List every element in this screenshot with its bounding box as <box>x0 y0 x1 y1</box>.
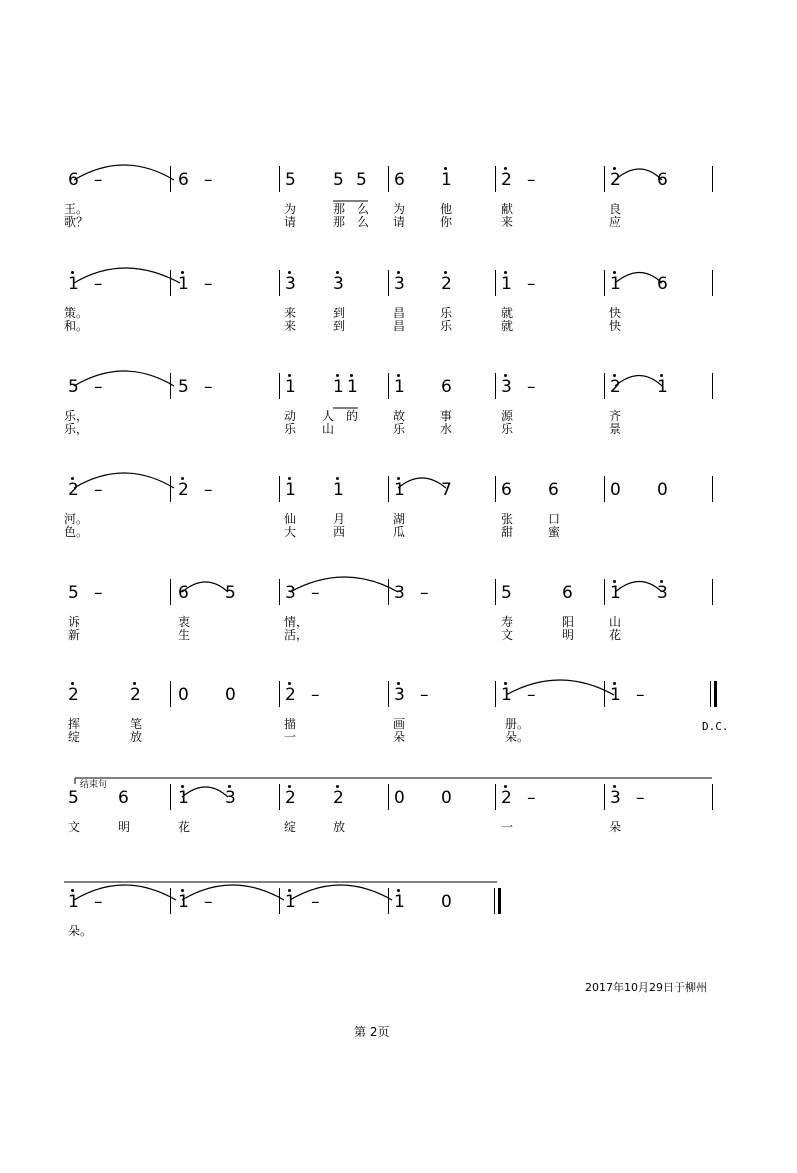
lyric: 明 <box>562 628 575 642</box>
lyric: 活， <box>284 628 309 642</box>
note: 1 <box>610 685 621 705</box>
note: 2 <box>501 170 512 190</box>
bar-line <box>170 888 171 914</box>
lyric: 水 <box>440 422 453 436</box>
lyric: 和。 <box>64 319 89 333</box>
slur <box>182 582 228 592</box>
note: 6 <box>657 170 668 190</box>
note: 0 <box>657 480 668 500</box>
dc-mark: D.C. <box>702 720 729 733</box>
lyric: 瓜 <box>393 525 406 539</box>
dash: – <box>636 788 645 808</box>
lyric: 王。 <box>64 202 89 216</box>
octave-dot <box>397 682 400 685</box>
bar-line <box>170 373 171 399</box>
note: 2 <box>130 685 141 705</box>
lyric: 一 <box>501 820 514 834</box>
lyric: 么 <box>357 202 370 216</box>
note: 3 <box>610 788 621 808</box>
dash: – <box>420 583 429 603</box>
lyric: 放 <box>333 820 346 834</box>
lyric: 人 <box>322 409 335 423</box>
lyric: 来 <box>284 306 297 320</box>
bar-line <box>279 784 280 810</box>
note: 7 <box>441 480 452 500</box>
lyric: 源 <box>501 409 514 423</box>
octave-dot <box>504 167 507 170</box>
octave-dot <box>504 682 507 685</box>
lyric: 歌？ <box>64 215 89 229</box>
octave-dot <box>288 682 291 685</box>
bar-line <box>495 681 496 707</box>
slur <box>506 680 614 695</box>
bar-line <box>388 476 389 502</box>
lyric: 快 <box>609 306 622 320</box>
slur <box>182 885 284 900</box>
note: 2 <box>68 685 79 705</box>
octave-dot <box>504 374 507 377</box>
lyric: 昌 <box>393 319 406 333</box>
bar-line <box>712 166 713 192</box>
dash: – <box>527 685 536 705</box>
note: 3 <box>657 583 668 603</box>
octave-dot <box>181 271 184 274</box>
bar-line <box>388 681 389 707</box>
bar-line <box>279 373 280 399</box>
dash: – <box>311 583 320 603</box>
octave-dot <box>613 682 616 685</box>
final-bar-thin <box>494 888 495 914</box>
note: 1 <box>501 274 512 294</box>
note: 5 <box>285 170 296 190</box>
note: 1 <box>285 480 296 500</box>
octave-dot <box>288 271 291 274</box>
bar-line <box>495 784 496 810</box>
lyric: 张 <box>501 512 514 526</box>
octave-dot <box>288 889 291 892</box>
note: 1 <box>394 480 405 500</box>
lyric: 口 <box>548 512 561 526</box>
lyric: 笔 <box>130 717 143 731</box>
note: 1 <box>333 377 344 397</box>
note: 5 <box>68 788 79 808</box>
lyric: 绽 <box>68 730 81 744</box>
lyric: 明 <box>118 820 131 834</box>
lyric: 山 <box>322 422 335 436</box>
bar-line <box>604 476 605 502</box>
lyric: 蜜 <box>548 525 561 539</box>
octave-dot <box>71 271 74 274</box>
bar-line <box>170 270 171 296</box>
octave-dot <box>397 889 400 892</box>
lyric: 良 <box>609 202 622 216</box>
slur <box>74 371 174 386</box>
lyric: 乐 <box>440 319 453 333</box>
octave-dot <box>397 477 400 480</box>
note: 1 <box>178 274 189 294</box>
note: 1 <box>178 892 189 912</box>
bar-line <box>604 579 605 605</box>
lyric: 朵。 <box>505 730 530 744</box>
bar-line <box>170 579 171 605</box>
note: 6 <box>178 583 189 603</box>
bar-line <box>170 166 171 192</box>
lyric: 那 <box>333 202 346 216</box>
lyric: 乐， <box>64 422 89 436</box>
note: 6 <box>68 170 79 190</box>
lyric: 的 <box>346 409 359 423</box>
note: 5 <box>68 377 79 397</box>
note: 3 <box>285 274 296 294</box>
lyric: 新 <box>68 628 81 642</box>
note: 3 <box>285 583 296 603</box>
bar-line <box>388 270 389 296</box>
lyric: 画 <box>393 717 406 731</box>
bar-line <box>712 373 713 399</box>
slur <box>290 577 398 592</box>
bar-line <box>279 270 280 296</box>
octave-dot <box>288 374 291 377</box>
octave-dot <box>181 477 184 480</box>
octave-dot <box>181 785 184 788</box>
bar-line <box>495 476 496 502</box>
slur <box>74 885 176 900</box>
lyric: 到 <box>333 306 346 320</box>
note: 2 <box>285 788 296 808</box>
octave-dot <box>660 374 663 377</box>
bar-line <box>604 681 605 707</box>
lyric: 色。 <box>64 525 89 539</box>
octave-dot <box>613 167 616 170</box>
lyric: 诉 <box>68 615 81 629</box>
note: 2 <box>178 480 189 500</box>
octave-dot <box>444 167 447 170</box>
slur <box>398 478 446 488</box>
octave-dot <box>613 271 616 274</box>
lyric: 描 <box>284 717 297 731</box>
octave-dot <box>71 889 74 892</box>
dash: – <box>204 892 213 912</box>
lyric: 一 <box>284 730 297 744</box>
octave-dot <box>228 785 231 788</box>
lyric: 情， <box>284 615 309 629</box>
note: 2 <box>501 788 512 808</box>
note: 1 <box>178 788 189 808</box>
octave-dot <box>336 374 339 377</box>
note: 2 <box>610 170 621 190</box>
note: 6 <box>657 274 668 294</box>
lyric: 献 <box>501 202 514 216</box>
bar-line <box>712 270 713 296</box>
octave-dot <box>181 889 184 892</box>
final-bar-thick <box>714 681 717 707</box>
lyric: 月 <box>333 512 346 526</box>
bar-line <box>604 373 605 399</box>
note: 3 <box>394 583 405 603</box>
lyric: 文 <box>68 820 81 834</box>
lyric: 应 <box>609 215 622 229</box>
note: 0 <box>394 788 405 808</box>
lyric: 景 <box>609 422 622 436</box>
bar-line <box>170 476 171 502</box>
note: 6 <box>394 170 405 190</box>
slur <box>74 473 174 488</box>
lyric: 乐， <box>64 409 89 423</box>
note: 6 <box>178 170 189 190</box>
bar-line <box>279 579 280 605</box>
bar-line <box>712 579 713 605</box>
bar-line <box>388 888 389 914</box>
lyric: 朵 <box>609 820 622 834</box>
lyric: 寿 <box>501 615 514 629</box>
ending-label: 结束句 <box>80 780 108 790</box>
note: 5 <box>356 170 367 190</box>
lyric: 文 <box>501 628 514 642</box>
bar-line <box>495 579 496 605</box>
lyric: 快 <box>609 319 622 333</box>
octave-dot <box>613 580 616 583</box>
bar-line <box>279 681 280 707</box>
final-bar-thick <box>498 888 501 914</box>
octave-dot <box>504 785 507 788</box>
note: 3 <box>501 377 512 397</box>
dash: – <box>204 170 213 190</box>
lyric: 故 <box>393 409 406 423</box>
lyric: 就 <box>501 319 514 333</box>
note: 5 <box>333 170 344 190</box>
lyric: 湖 <box>393 512 406 526</box>
note: 1 <box>68 892 79 912</box>
note: 0 <box>441 892 452 912</box>
note: 1 <box>394 892 405 912</box>
slur <box>182 787 228 797</box>
note: 0 <box>178 685 189 705</box>
octave-dot <box>397 374 400 377</box>
octave-dot <box>336 477 339 480</box>
note: 1 <box>501 685 512 705</box>
note: 1 <box>610 274 621 294</box>
bar-line <box>495 373 496 399</box>
lyric: 乐 <box>393 422 406 436</box>
octave-dot <box>613 374 616 377</box>
dash: – <box>204 480 213 500</box>
octave-dot <box>336 785 339 788</box>
octave-dot <box>288 785 291 788</box>
page-number: 第 2页 <box>354 1025 390 1039</box>
slur <box>290 885 392 900</box>
note: 1 <box>285 377 296 397</box>
lyric: 乐 <box>284 422 297 436</box>
bar-line <box>604 270 605 296</box>
note: 5 <box>501 583 512 603</box>
dash: – <box>527 274 536 294</box>
lyric: 么 <box>357 215 370 229</box>
lyric: 朵。 <box>68 924 93 938</box>
bar-line <box>604 166 605 192</box>
octave-dot <box>350 374 353 377</box>
lyric: 册。 <box>505 717 530 731</box>
bar-line <box>604 784 605 810</box>
lyric: 为 <box>284 202 297 216</box>
note: 0 <box>225 685 236 705</box>
lyric: 甜 <box>501 525 514 539</box>
bar-line <box>388 166 389 192</box>
note: 2 <box>285 685 296 705</box>
note: 6 <box>441 377 452 397</box>
dash: – <box>94 480 103 500</box>
dash: – <box>94 274 103 294</box>
note: 1 <box>285 892 296 912</box>
final-bar-thin <box>710 681 711 707</box>
bar-line <box>170 784 171 810</box>
dash: – <box>311 685 320 705</box>
lyric: 昌 <box>393 306 406 320</box>
lyric: 你 <box>440 215 453 229</box>
dash: – <box>420 685 429 705</box>
octave-dot <box>504 271 507 274</box>
bar-line <box>495 166 496 192</box>
dash: – <box>527 170 536 190</box>
lyric: 策。 <box>64 306 89 320</box>
date-text: 2017年10月29日于柳州 <box>585 981 707 994</box>
lyric: 大 <box>284 525 297 539</box>
note: 1 <box>333 480 344 500</box>
dash: – <box>527 377 536 397</box>
bar-line <box>279 888 280 914</box>
note: 1 <box>441 170 452 190</box>
slur <box>615 273 662 284</box>
dash: – <box>311 892 320 912</box>
note: 3 <box>394 685 405 705</box>
note: 1 <box>347 377 358 397</box>
dash: – <box>94 892 103 912</box>
octave-dot <box>71 682 74 685</box>
octave-dot <box>71 477 74 480</box>
dash: – <box>636 685 645 705</box>
lyric: 绽 <box>284 820 297 834</box>
note: 6 <box>562 583 573 603</box>
note: 0 <box>441 788 452 808</box>
lyric: 乐 <box>440 306 453 320</box>
lyric: 事 <box>440 409 453 423</box>
bar-line <box>388 579 389 605</box>
lyric: 乐 <box>501 422 514 436</box>
lyric: 动 <box>284 409 297 423</box>
lyric: 衷 <box>178 615 191 629</box>
bar-line <box>388 784 389 810</box>
note: 0 <box>610 480 621 500</box>
dash: – <box>527 788 536 808</box>
bar-line <box>279 166 280 192</box>
note: 6 <box>501 480 512 500</box>
bar-line <box>495 270 496 296</box>
note: 5 <box>225 583 236 603</box>
note: 1 <box>394 377 405 397</box>
note: 6 <box>118 788 129 808</box>
lyric: 花 <box>609 628 622 642</box>
bar-line <box>712 784 713 810</box>
note: 2 <box>610 377 621 397</box>
lyric: 请 <box>284 215 297 229</box>
lyric: 来 <box>284 319 297 333</box>
dash: – <box>94 170 103 190</box>
lyric: 就 <box>501 306 514 320</box>
note: 2 <box>68 480 79 500</box>
lyric: 西 <box>333 525 346 539</box>
slur <box>615 376 662 387</box>
octave-dot <box>133 682 136 685</box>
dash: – <box>204 274 213 294</box>
octave-dot <box>660 580 663 583</box>
lyric: 那 <box>333 215 346 229</box>
dash: – <box>204 377 213 397</box>
lyric: 花 <box>178 820 191 834</box>
note: 1 <box>68 274 79 294</box>
lyric: 阳 <box>562 615 575 629</box>
slur <box>615 169 662 180</box>
bar-line <box>388 373 389 399</box>
lyric: 生 <box>178 628 191 642</box>
note: 6 <box>548 480 559 500</box>
note: 1 <box>610 583 621 603</box>
bar-line <box>712 476 713 502</box>
octave-dot <box>444 271 447 274</box>
octave-dot <box>397 271 400 274</box>
lyric: 河。 <box>64 512 89 526</box>
lyric: 为 <box>393 202 406 216</box>
note: 2 <box>333 788 344 808</box>
lyric: 请 <box>393 215 406 229</box>
lyric: 挥 <box>68 717 81 731</box>
octave-dot <box>613 785 616 788</box>
slur <box>615 582 662 593</box>
lyric: 仙 <box>284 512 297 526</box>
note: 3 <box>333 274 344 294</box>
octave-dot <box>336 271 339 274</box>
lyric: 齐 <box>609 409 622 423</box>
lyric: 他 <box>440 202 453 216</box>
lyric: 来 <box>501 215 514 229</box>
note: 5 <box>68 583 79 603</box>
note: 3 <box>225 788 236 808</box>
octave-dot <box>288 477 291 480</box>
bar-line <box>279 476 280 502</box>
dash: – <box>94 583 103 603</box>
lyric: 放 <box>130 730 143 744</box>
dash: – <box>94 377 103 397</box>
note: 5 <box>178 377 189 397</box>
note: 2 <box>441 274 452 294</box>
note: 1 <box>657 377 668 397</box>
lyric: 朵 <box>393 730 406 744</box>
lyric: 到 <box>333 319 346 333</box>
slur <box>74 165 174 180</box>
bar-line <box>170 681 171 707</box>
lyric: 山 <box>609 615 622 629</box>
slur <box>74 268 180 283</box>
note: 3 <box>394 274 405 294</box>
